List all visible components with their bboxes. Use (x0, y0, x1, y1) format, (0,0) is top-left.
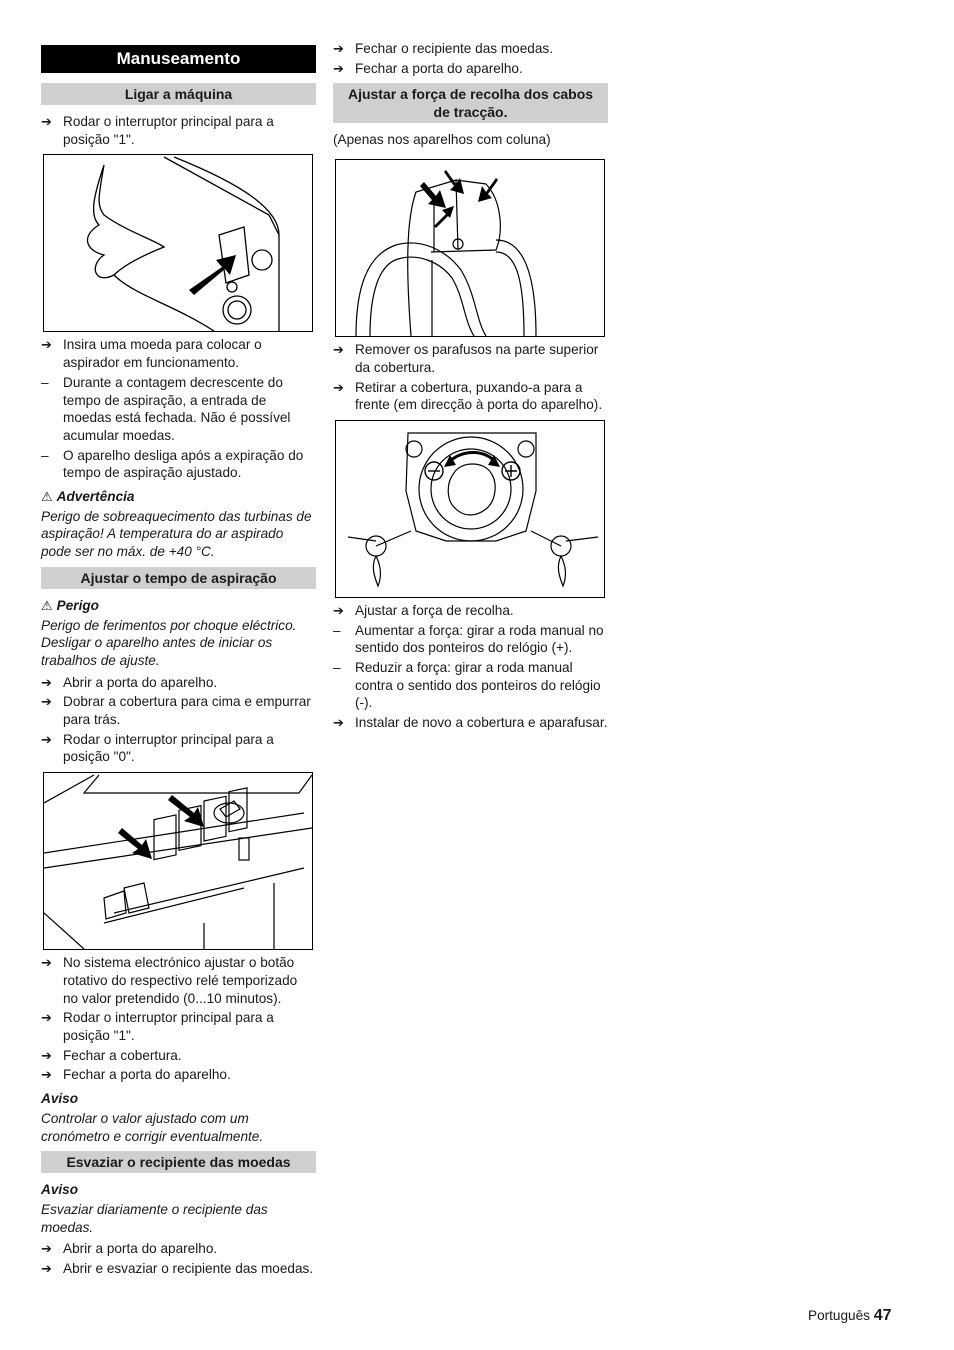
notice-text: Esvaziar diariamente o recipiente das moedas. (41, 1201, 268, 1235)
step-text: Fechar a cobertura. (63, 1047, 182, 1063)
arrow-icon: ➔ (333, 379, 344, 395)
arrow-icon: ➔ (41, 674, 52, 690)
step-item (333, 60, 608, 78)
step-item (333, 379, 608, 414)
page-title: Manuseamento (41, 45, 316, 73)
arrow-icon: ➔ (333, 41, 344, 56)
warning-icon: ⚠ (41, 597, 53, 613)
dash-text: Reduzir a força: girar a roda manual contra o sentido dos ponteiros do relógio (-). (355, 660, 601, 711)
dash-text: Aumentar a força: girar a roda manual no sentido dos ponteiros do relógio (+). (355, 622, 604, 656)
arrow-icon: ➔ (333, 715, 344, 731)
heading-esvaziar: Esvaziar o recipiente das moedas (41, 1151, 316, 1173)
step-text: Fechar a porta do aparelho. (355, 60, 523, 76)
dash-marker: – (41, 447, 49, 463)
dash-text: O aparelho desliga após a expiração do tempo de aspiração ajustado. (63, 447, 304, 481)
step-text: Abrir e esvaziar o recipiente das moedas. (63, 1261, 314, 1277)
step-text: Instalar de novo a cobertura e aparafusar. (355, 715, 608, 731)
step-item (41, 113, 316, 148)
step-text: Fechar a porta do aparelho. (63, 1067, 231, 1083)
step-item (41, 1047, 316, 1065)
figure-cover-screws (335, 159, 605, 337)
dash-item (333, 622, 608, 657)
step-text: Abrir a porta do aparelho. (63, 1241, 218, 1257)
heading-ajustar-tempo: Ajustar o tempo de aspiração (41, 567, 316, 589)
dash-marker: – (333, 660, 341, 676)
intro-text: (Apenas nos aparelhos com coluna) (333, 132, 551, 148)
step-item (41, 1009, 316, 1044)
step-item (41, 954, 316, 1007)
step-text: Dobrar a cobertura para cima e empurrar para trás. (63, 694, 311, 728)
step-text: Rodar o interruptor principal para a posição "1". (63, 114, 274, 147)
danger-text: Perigo de ferimentos por choque eléctrico. Desligar o aparelho antes de iniciar os trabalhos de ajuste. (41, 617, 297, 668)
step-item (333, 714, 608, 732)
arrow-icon: ➔ (41, 955, 52, 971)
arrow-icon: ➔ (41, 114, 52, 129)
page-number: 47 (873, 1307, 892, 1324)
footer-language: Português (808, 1308, 870, 1323)
dash-item (333, 659, 608, 712)
right-column (333, 40, 608, 734)
handwheel-illustration (336, 421, 604, 597)
arrow-icon: ➔ (333, 342, 344, 358)
timer-relay-illustration (44, 773, 312, 949)
arrow-icon: ➔ (41, 1067, 52, 1083)
figure-handwheel (335, 420, 605, 598)
step-text: Rodar o interruptor principal para a posição "0". (63, 731, 274, 765)
step-item (41, 693, 316, 728)
step-item (41, 1240, 316, 1258)
notice-title: Aviso (41, 1182, 79, 1198)
plus-icon (502, 462, 520, 480)
heading-ajustar-forca: Ajustar a força de recolha dos cabos de tracção. (333, 83, 608, 123)
arrow-icon: ➔ (333, 602, 344, 618)
arrow-icon: ➔ (41, 731, 52, 747)
arrow-icon: ➔ (41, 694, 52, 710)
arrow-icon: ➔ (41, 1261, 52, 1277)
figure-main-switch (43, 154, 313, 332)
arrow-icon: ➔ (41, 1047, 52, 1063)
warning-icon: ⚠ (41, 489, 53, 505)
dash-item (41, 447, 316, 482)
step-text: Rodar o interruptor principal para a posição "1". (63, 1010, 274, 1043)
step-text: Ajustar a força de recolha. (355, 602, 514, 618)
dash-marker: – (333, 622, 341, 638)
heading-ligar-maquina: Ligar a máquina (41, 83, 316, 105)
warning-title: ⚠ Advertência (41, 489, 135, 505)
main-switch-illustration (44, 155, 312, 331)
notice-text: Controlar o valor ajustado com um cronómetro e corrigir eventualmente. (41, 1110, 264, 1144)
warning-text: Perigo de sobreaquecimento das turbinas de aspiração! A temperatura do ar aspirado pode ser no máx. de +40 °C. (41, 508, 312, 560)
step-item (41, 1066, 316, 1084)
danger-title: ⚠ Perigo (41, 597, 99, 613)
step-item (41, 731, 316, 766)
step-item (41, 1260, 316, 1278)
arrow-icon: ➔ (41, 337, 52, 353)
dash-marker: – (41, 374, 49, 390)
step-item (333, 341, 608, 376)
step-item (41, 336, 316, 371)
step-text: Remover os parafusos na parte superior da cobertura. (355, 342, 599, 375)
step-item (333, 602, 608, 620)
step-text: Fechar o recipiente das moedas. (355, 41, 553, 56)
minus-icon (425, 462, 443, 480)
arrow-icon: ➔ (333, 60, 344, 76)
step-text: Insira uma moeda para colocar o aspirador em funcionamento. (63, 337, 262, 371)
notice-title: Aviso (41, 1091, 79, 1107)
step-item (41, 674, 316, 692)
cover-screws-illustration (336, 160, 604, 336)
rotation-arrow-icon (448, 452, 496, 463)
figure-timer-relay (43, 772, 313, 950)
step-text: No sistema electrónico ajustar o botão rotativo do respectivo relé temporizado no valor pretendido (0...10 minutos). (63, 955, 298, 1006)
dash-text: Durante a contagem decrescente do tempo de aspiração, a entrada de moedas está fechada. Não é possível acumular moedas. (63, 374, 291, 443)
left-column (41, 40, 316, 1280)
page-footer (808, 1307, 892, 1325)
step-text: Abrir a porta do aparelho. (63, 674, 218, 690)
arrow-icon: ➔ (41, 1010, 52, 1026)
dash-item (41, 374, 316, 445)
step-item (333, 40, 608, 58)
arrow-icon: ➔ (41, 1241, 52, 1257)
step-text: Retirar a cobertura, puxando-a para a frente (em direcção à porta do aparelho). (355, 379, 603, 413)
